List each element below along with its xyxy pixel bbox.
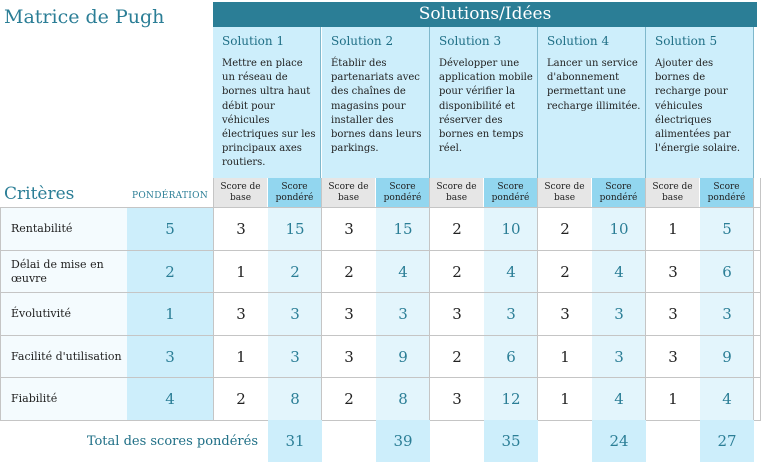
score-weighted-cell: 6 <box>484 336 538 378</box>
total-score: 27 <box>700 420 754 462</box>
criteria-header: Critères <box>4 184 75 204</box>
score-base-cell: 3 <box>646 293 700 335</box>
score-weighted-header: Score pondéré <box>700 178 754 207</box>
score-weighted-cell: 4 <box>376 251 430 293</box>
score-weighted-header: Score pondéré <box>592 178 646 207</box>
score-weighted-cell: 4 <box>700 378 754 420</box>
score-weighted-cell: 3 <box>700 293 754 335</box>
solution-column-1 <box>213 27 321 178</box>
score-weighted-header: Score pondéré <box>376 178 430 207</box>
score-base-cell: 1 <box>214 251 268 293</box>
score-weighted-cell: 10 <box>592 208 646 250</box>
score-weighted-cell: 3 <box>592 293 646 335</box>
score-base-cell: 1 <box>214 336 268 378</box>
score-base-cell: 2 <box>322 251 376 293</box>
score-base-cell: 2 <box>322 378 376 420</box>
column-divider <box>429 178 430 420</box>
score-weighted-cell: 15 <box>268 208 322 250</box>
column-divider <box>213 178 214 420</box>
score-base-cell: 2 <box>214 378 268 420</box>
score-weighted-cell: 4 <box>592 378 646 420</box>
weight-header: PONDÉRATION <box>132 191 208 201</box>
score-base-cell: 3 <box>538 293 592 335</box>
score-weighted-header: Score pondéré <box>484 178 538 207</box>
score-weighted-cell: 5 <box>700 208 754 250</box>
score-base-header: Score de base <box>538 178 592 207</box>
solution-name: Solution 5 <box>655 34 718 48</box>
score-base-cell: 2 <box>538 208 592 250</box>
score-base-cell: 3 <box>322 208 376 250</box>
score-weighted-cell: 3 <box>592 336 646 378</box>
score-base-cell: 3 <box>214 293 268 335</box>
score-base-cell: 2 <box>430 336 484 378</box>
solution-column-2 <box>322 27 430 178</box>
score-base-cell: 3 <box>430 293 484 335</box>
total-score: 24 <box>592 420 646 462</box>
solution-column-5 <box>646 27 754 178</box>
score-weighted-cell: 4 <box>484 251 538 293</box>
score-base-cell: 3 <box>646 336 700 378</box>
solution-description: Lancer un service d'abonnement permettant une recharge illimitée. <box>547 58 641 112</box>
score-weighted-cell: 6 <box>700 251 754 293</box>
score-base-cell: 3 <box>430 378 484 420</box>
solution-description: Ajouter des bornes de recharge pour véhicules électriques alimentées par l'énergie solaire. <box>655 58 741 155</box>
column-divider <box>537 178 538 420</box>
score-weighted-cell: 9 <box>700 336 754 378</box>
criterion-label: Évolutivité <box>0 293 127 335</box>
total-label: Total des scores pondérés <box>86 433 258 449</box>
solution-description: Établir des partenariats avec des chaînes de magasins pour installer des bornes dans leurs parkings. <box>331 58 422 155</box>
score-weighted-cell: 12 <box>484 378 538 420</box>
solution-name: Solution 3 <box>439 34 502 48</box>
score-base-header: Score de base <box>646 178 700 207</box>
score-weighted-cell: 10 <box>484 208 538 250</box>
score-weighted-cell: 2 <box>268 251 322 293</box>
column-divider <box>321 178 322 420</box>
score-weighted-cell: 3 <box>376 293 430 335</box>
score-weighted-cell: 9 <box>376 336 430 378</box>
score-base-cell: 2 <box>538 251 592 293</box>
score-base-header: Score de base <box>430 178 484 207</box>
score-weighted-cell: 8 <box>376 378 430 420</box>
criterion-weight: 3 <box>127 336 213 378</box>
score-base-cell: 1 <box>646 208 700 250</box>
total-score: 35 <box>484 420 538 462</box>
solution-column-3 <box>430 27 538 178</box>
score-base-cell: 1 <box>538 336 592 378</box>
score-base-cell: 1 <box>646 378 700 420</box>
criterion-weight: 4 <box>127 378 213 420</box>
criterion-label: Délai de mise en œuvre <box>0 251 127 293</box>
total-score: 39 <box>376 420 430 462</box>
score-base-cell: 1 <box>538 378 592 420</box>
solution-description: Développer une application mobile pour vérifier la disponibilité et réserver des bornes en temps réel. <box>439 58 533 155</box>
criterion-weight: 1 <box>127 293 213 335</box>
score-base-cell: 3 <box>214 208 268 250</box>
criterion-weight: 2 <box>127 251 213 293</box>
total-score: 31 <box>268 420 322 462</box>
score-base-header: Score de base <box>214 178 268 207</box>
solution-name: Solution 1 <box>222 34 285 48</box>
score-weighted-cell: 3 <box>268 293 322 335</box>
criterion-weight: 5 <box>127 208 213 250</box>
score-weighted-cell: 3 <box>484 293 538 335</box>
score-base-header: Score de base <box>322 178 376 207</box>
column-divider <box>753 178 754 420</box>
solution-name: Solution 4 <box>547 34 610 48</box>
score-weighted-header: Score pondéré <box>268 178 322 207</box>
criterion-label: Facilité d'utilisation <box>0 336 127 378</box>
score-base-cell: 3 <box>646 251 700 293</box>
solution-name: Solution 2 <box>331 34 394 48</box>
page-title: Matrice de Pugh <box>4 6 165 28</box>
solution-column-4 <box>538 27 646 178</box>
score-base-cell: 2 <box>430 208 484 250</box>
criterion-label: Rentabilité <box>0 208 127 250</box>
score-weighted-cell: 15 <box>376 208 430 250</box>
score-base-cell: 3 <box>322 293 376 335</box>
solutions-banner: Solutions/Idées <box>213 2 757 27</box>
score-weighted-cell: 8 <box>268 378 322 420</box>
score-base-cell: 2 <box>430 251 484 293</box>
score-weighted-cell: 3 <box>268 336 322 378</box>
column-divider <box>645 178 646 420</box>
score-base-cell: 3 <box>322 336 376 378</box>
criterion-label: Fiabilité <box>0 378 127 420</box>
score-weighted-cell: 4 <box>592 251 646 293</box>
solution-description: Mettre en place un réseau de bornes ultra haut débit pour véhicules électriques sur les principaux axes routiers. <box>222 58 316 169</box>
